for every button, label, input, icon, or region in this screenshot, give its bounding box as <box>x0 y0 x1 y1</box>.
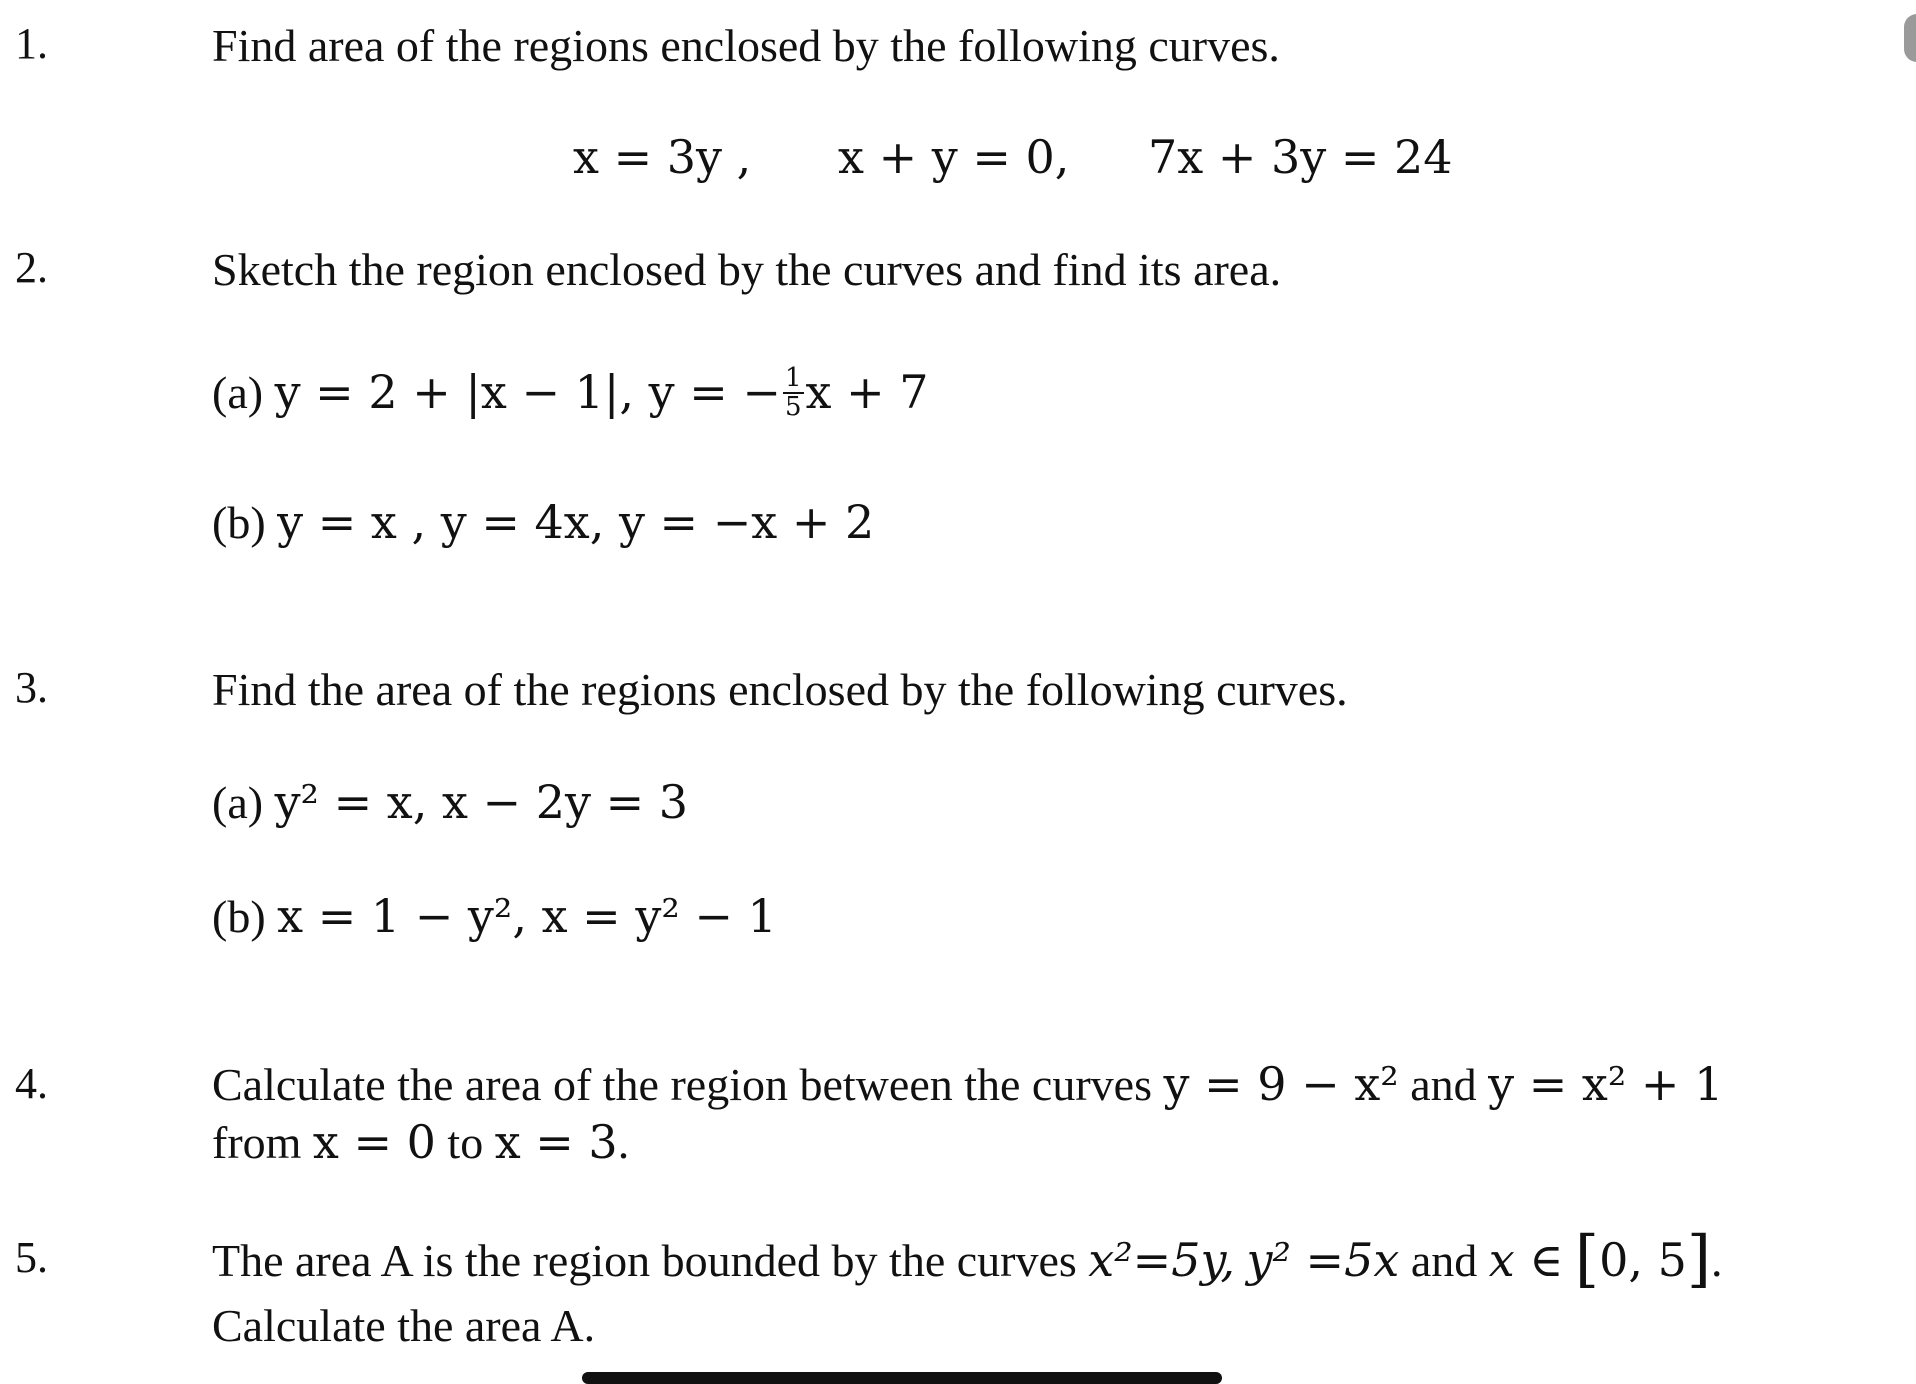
problem-1-equation-3: 7x + 3y = 24 <box>1148 130 1453 184</box>
problem-3b-equation: x = 1 − y², x = y² − 1 <box>277 889 777 943</box>
problem-5-number: 5. <box>15 1233 48 1282</box>
problem-4-line-1 <box>212 1058 1723 1112</box>
problem-4-curve-2: y = x² + 1 <box>1488 1057 1724 1111</box>
problem-5-interval: 0, 5 <box>1599 1233 1687 1287</box>
problem-4-line-2 <box>212 1116 629 1170</box>
problem-3-number: 3. <box>15 663 48 712</box>
problem-5-period: . <box>1711 1235 1723 1286</box>
problem-2b-label: (b) <box>212 497 266 548</box>
left-bracket-icon: [ <box>1574 1222 1600 1295</box>
problem-2b <box>212 496 874 550</box>
problem-5-curve-1: x²=5y, <box>1088 1233 1235 1287</box>
fraction-denominator: 5 <box>784 392 802 423</box>
problem-5-x-in: x ∈ <box>1488 1233 1564 1287</box>
problem-2a-label: (a) <box>212 367 264 418</box>
problem-4-text: Calculate the area of the region between the curves <box>212 1059 1164 1110</box>
problem-2-number: 2. <box>15 243 48 292</box>
problem-4-curve-1: y = 9 − x² <box>1163 1057 1399 1111</box>
problem-3a-label: (a) <box>212 777 264 828</box>
problem-2a-equation-start: y = 2 + |x − 1|, y = − <box>274 365 781 419</box>
problem-3a <box>212 776 688 830</box>
problem-5-line-1 <box>212 1222 1723 1295</box>
problem-1-equation-1: x = 3y , <box>573 130 752 184</box>
right-bracket-icon: ] <box>1686 1222 1712 1295</box>
edge-handle-icon <box>1904 14 1916 62</box>
problem-3-statement: Find the area of the regions enclosed by the following curves. <box>212 664 1348 715</box>
problem-1-equation-2: x + y = 0, <box>838 130 1070 184</box>
home-indicator-bar <box>582 1372 1222 1384</box>
problem-3b-label: (b) <box>212 891 266 942</box>
problem-2b-equation: y = x , y = 4x, y = −x + 2 <box>277 495 875 549</box>
problem-2a <box>212 363 929 426</box>
problem-4-upper-bound: x = 3 <box>494 1115 618 1169</box>
problem-5-text: The area A is the region bounded by the curves <box>212 1235 1089 1286</box>
problem-1-statement: Find area of the regions enclosed by the following curves. <box>212 20 1280 71</box>
fraction-numerator: 1 <box>784 363 802 394</box>
problem-4-and: and <box>1398 1059 1489 1110</box>
problem-3b <box>212 890 777 944</box>
problem-4-to: to <box>435 1117 495 1168</box>
problem-3a-equation: y² = x, x − 2y = 3 <box>274 775 689 829</box>
problem-2-statement: Sketch the region enclosed by the curves and find its area. <box>212 244 1282 295</box>
problem-2a-fraction <box>783 365 804 422</box>
problem-5-and: and <box>1399 1235 1489 1286</box>
problem-4-period: . <box>617 1117 630 1168</box>
problem-5-curve-2: y² =5x <box>1246 1233 1400 1287</box>
problem-1-number: 1. <box>15 19 48 68</box>
problem-2a-equation-end: x + 7 <box>805 365 929 419</box>
problem-4-lower-bound: x = 0 <box>312 1115 436 1169</box>
problem-4-number: 4. <box>15 1059 48 1108</box>
problem-5-line-2: Calculate the area A. <box>212 1300 596 1351</box>
problem-4-from: from <box>212 1117 313 1168</box>
